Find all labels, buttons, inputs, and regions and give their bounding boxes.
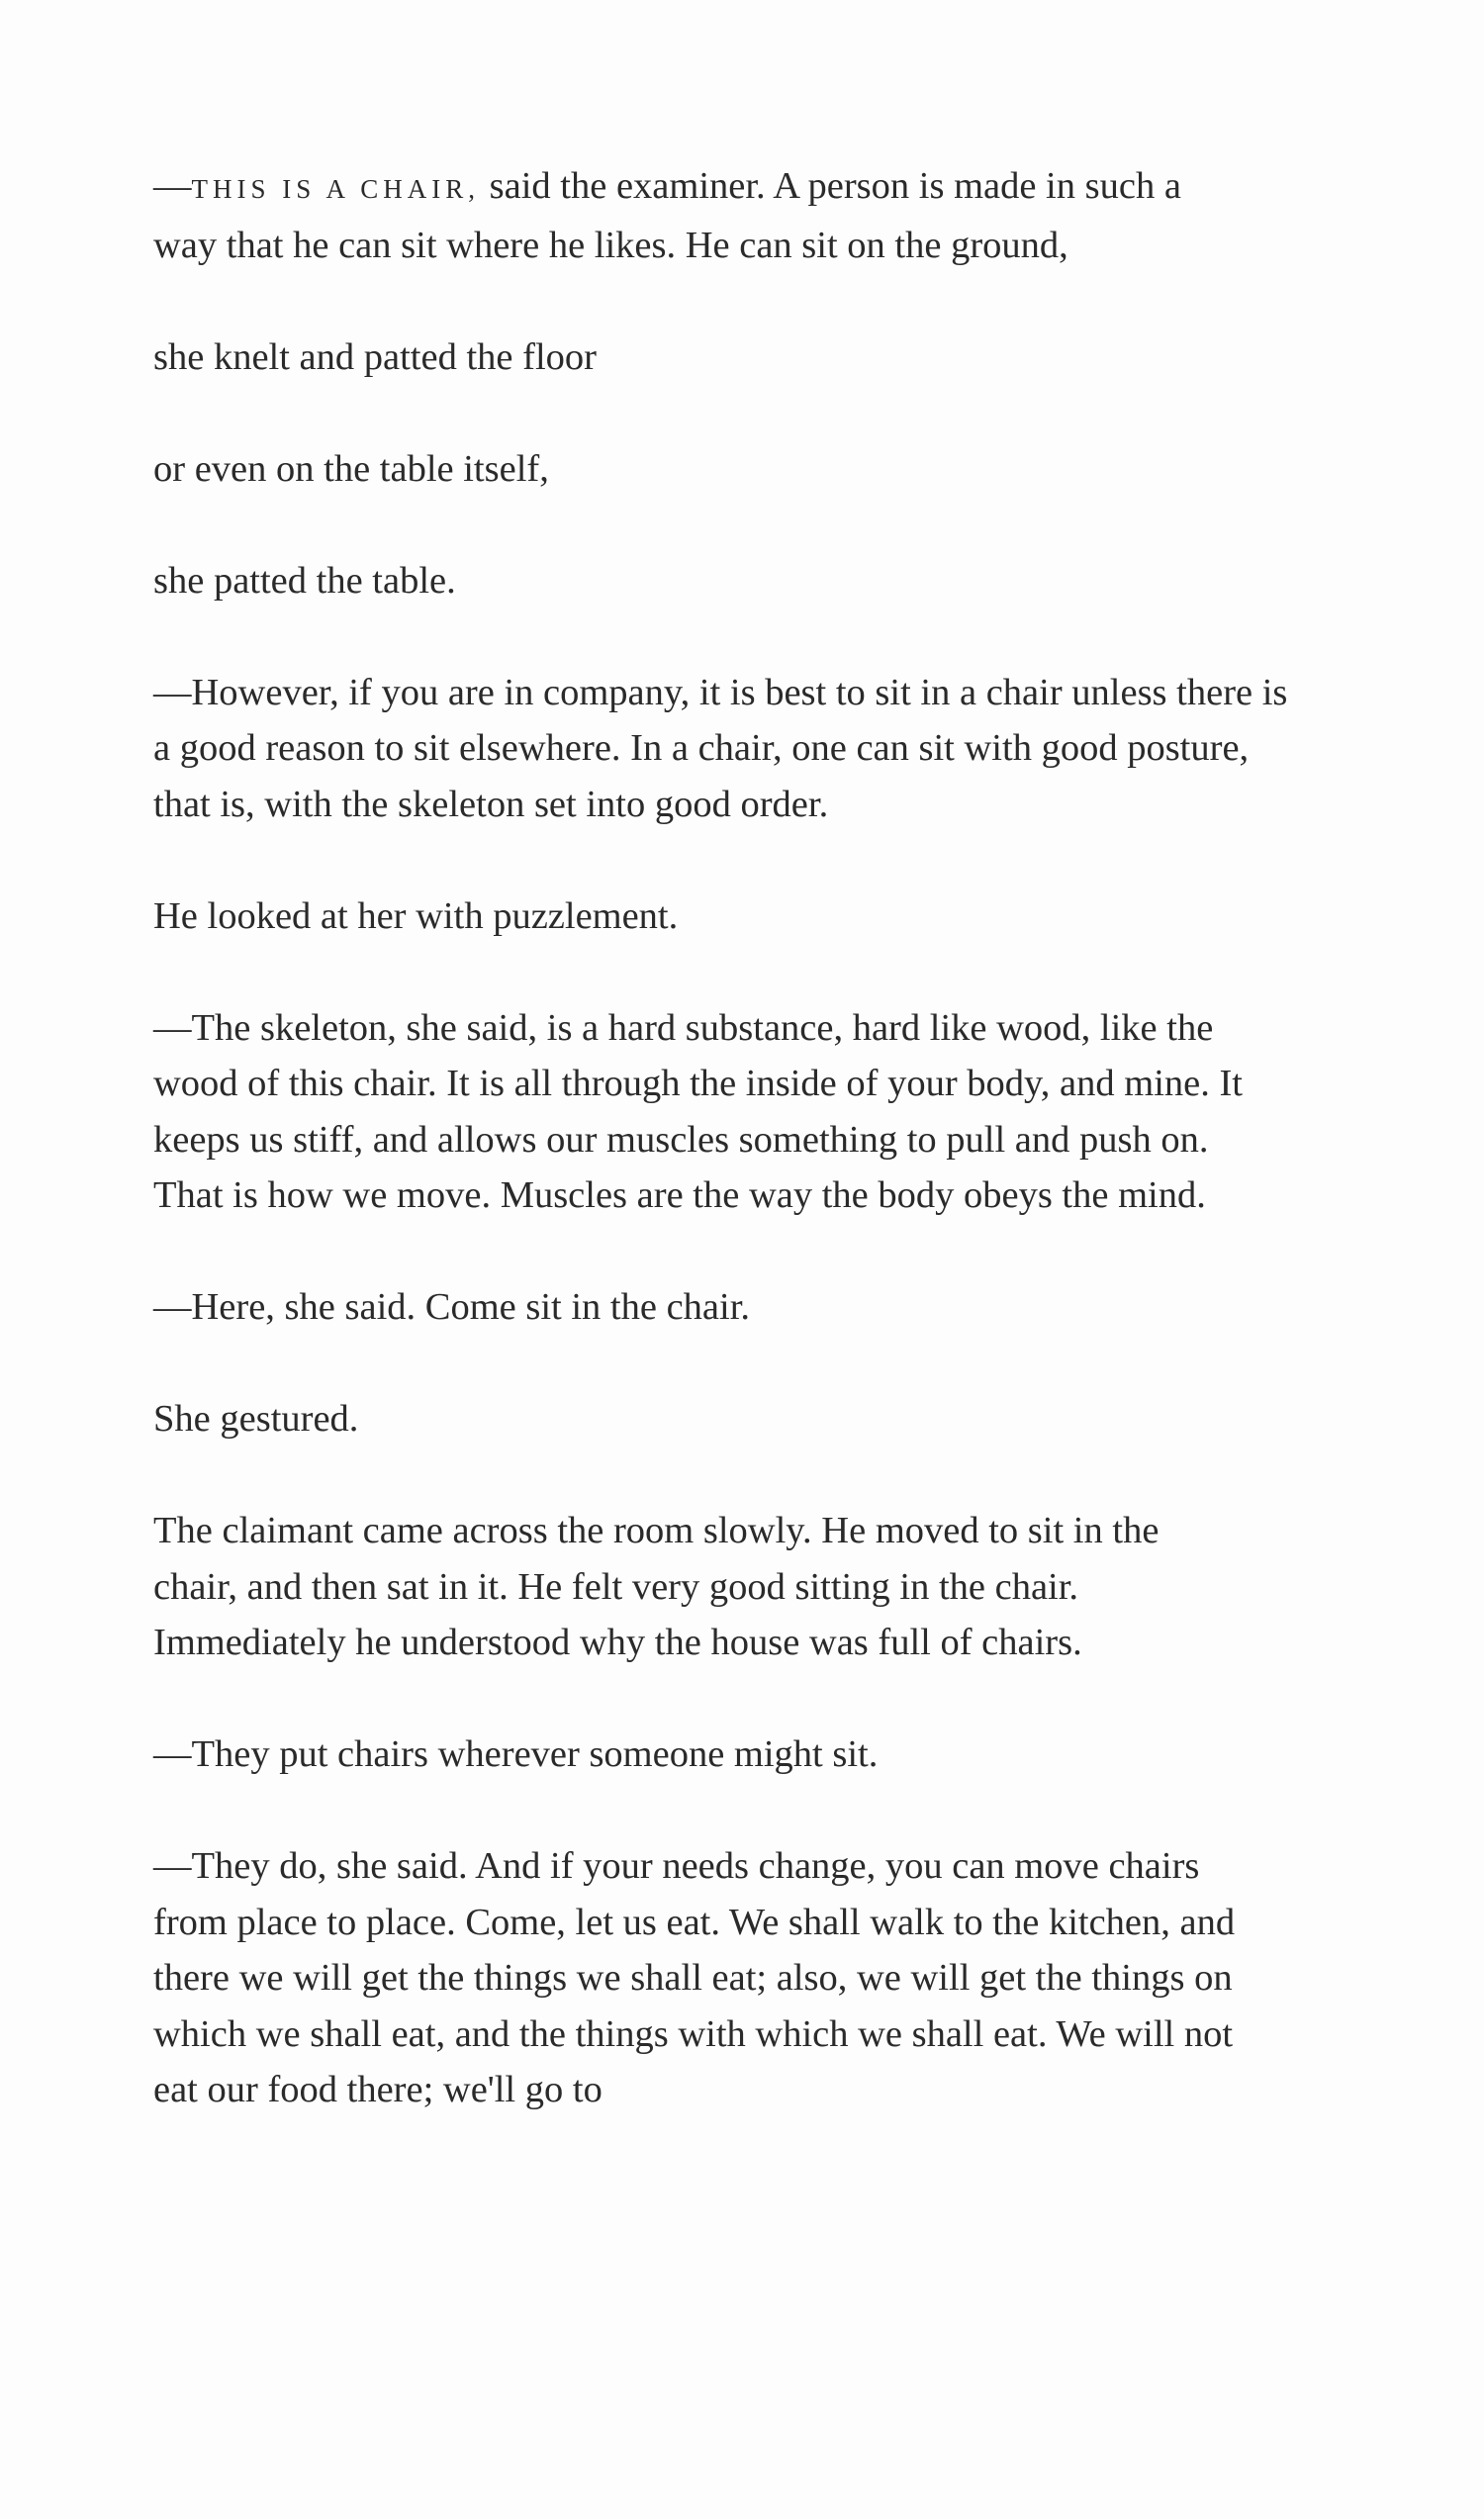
paragraph: The claimant came across the room slowly. He moved to sit in the chair, and then sat in it. He felt very good sitting in the chair. Immediately he understood why the house was full of chairs. <box>153 1510 1159 1663</box>
paragraph: she patted the table. <box>153 559 456 602</box>
body-text <box>153 158 1341 2174</box>
paragraph: —They do, she said. And if your needs change, you can move chairs from place to place. Come, let us eat. We shall walk to the kitchen, and there we will get the things we shall eat; also, we will get the things on which we shall eat, and the things with which we shall eat. We will not eat our food there; we'll go to <box>153 1845 1236 2110</box>
paragraph: —They put chairs wherever someone might sit. <box>153 1733 879 1775</box>
paragraph: He looked at her with puzzlement. <box>153 894 679 937</box>
paragraph: she knelt and patted the floor <box>153 335 597 378</box>
paragraph: She gestured. <box>153 1398 359 1440</box>
opening-smallcaps: THIS IS A CHAIR, <box>191 174 481 204</box>
opening-dash: — <box>153 165 192 207</box>
opening-rest: said the examiner. A person is made in such a way that he can sit where he likes. He can sit on the ground, <box>153 165 1181 266</box>
opening-paragraph <box>153 158 1182 273</box>
paragraph: —The skeleton, she said, is a hard substance, hard like wood, like the wood of this chair. It is all through the inside of your body, and mine. It keeps us stiff, and allows our muscles something to pull and push on. That is how we move. Muscles are the way the body obeys the mind. <box>153 1006 1243 1216</box>
paragraph: or even on the table itself, <box>153 447 549 490</box>
paragraph: —Here, she said. Come sit in the chair. <box>153 1286 751 1328</box>
paragraph: —However, if you are in company, it is best to sit in a chair unless there is a good reason to sit elsewhere. In a chair, one can sit with good posture, that is, with the skeleton set into good order. <box>153 671 1288 825</box>
